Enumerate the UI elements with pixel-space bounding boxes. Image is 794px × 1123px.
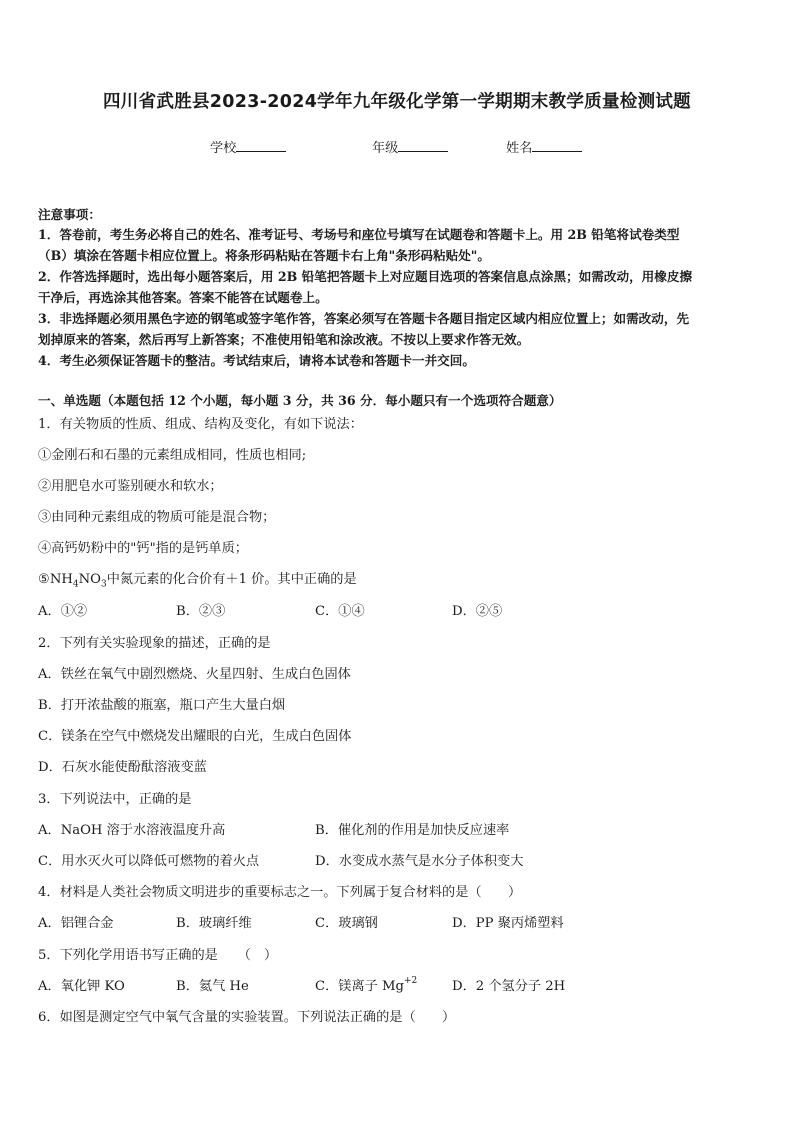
option-c[interactable]: C．①④: [315, 604, 365, 619]
notice-line: 1．答卷前，考生务必将自己的姓名、准考证号、考场号和座位号填写在试题卷和答题卡上。用 2B 铅笔将试卷类型: [38, 227, 680, 242]
option-d[interactable]: D．PP 聚丙烯塑料: [452, 916, 564, 931]
statement-item: ①金刚石和石墨的元素组成相同，性质也相同;: [38, 448, 307, 463]
option-b[interactable]: B．催化剂的作用是加快反应速率: [315, 823, 510, 838]
option-d[interactable]: D．②⑤: [452, 604, 503, 619]
option-d[interactable]: D．水变成水蒸气是水分子体积变大: [315, 854, 524, 869]
notice-line: 干净后，再选涂其他答案。答案不能答在试题卷上。: [38, 290, 328, 305]
question-stem: 1．有关物质的性质、组成、结构及变化，有如下说法：: [38, 417, 363, 432]
statement-item: ②用肥皂水可鉴别硬水和软水；: [38, 479, 223, 494]
notice-heading: 注意事项：: [38, 207, 101, 222]
question-stem: 4．材料是人类社会物质文明进步的重要标志之一。下列属于复合材料的是（ ）: [38, 885, 522, 900]
option-c[interactable]: C．镁离子 $Mg^{+2}$: [315, 975, 418, 994]
option-b[interactable]: B．②③: [176, 604, 226, 619]
school-field[interactable]: [210, 140, 286, 158]
option-b[interactable]: B．玻璃纤维: [176, 916, 252, 931]
section-heading: 一、单选题（本题包括 12 个小题，每小题 3 分，共 36 分．每小题只有一个选项符合题意）: [38, 393, 562, 408]
option-d[interactable]: D．石灰水能使酚酞溶液变蓝: [38, 760, 207, 775]
name-field[interactable]: [506, 140, 582, 158]
notice-line: 2．作答选择题时，选出每小题答案后，用 2B 铅笔把答题卡上对应题目选项的答案信息点涂黑；如需改动，用橡皮擦: [38, 269, 693, 284]
option-c[interactable]: C．用水灭火可以降低可燃物的着火点: [38, 854, 260, 869]
option-c[interactable]: C．镁条在空气中燃烧发出耀眼的白光，生成白色固体: [38, 729, 352, 744]
question-stem: 5．下列化学用语书写正确的是 （ ）: [38, 948, 278, 963]
charge-superscript: +2: [403, 975, 418, 986]
name-blank[interactable]: [532, 151, 582, 152]
statement-item: $⑤NH_4NO_3$中氮元素的化合价有＋1 价。其中正确的是: [38, 572, 357, 590]
option-a[interactable]: A．氧化钾 KO: [38, 979, 125, 994]
grade-label: 年级: [372, 141, 399, 156]
statement-item: ④高钙奶粉中的"钙"指的是钙单质；: [38, 541, 248, 556]
option-d[interactable]: D．2 个氢分子 2H: [452, 979, 566, 994]
option-a[interactable]: A．铝锂合金: [38, 916, 114, 931]
notice-line: 3．非选择题必须用黑色字迹的钢笔或签字笔作答，答案必须写在答题卡各题目指定区域内相应位置上；如需改动，先: [38, 311, 690, 326]
name-label: 姓名: [506, 141, 533, 156]
page-title: 四川省武胜县2023-2024学年九年级化学第一学期期末教学质量检测试题: [103, 92, 691, 112]
question-stem: 3．下列说法中，正确的是: [38, 792, 192, 807]
school-blank[interactable]: [236, 151, 286, 152]
notice-line: 4．考生必须保证答题卡的整洁。考试结束后，请将本试卷和答题卡一并交回。: [38, 353, 475, 368]
notice-line: （B）填涂在答题卡相应位置上。将条形码粘贴在答题卡右上角"条形码粘贴处"。: [38, 248, 490, 263]
option-a[interactable]: A．NaOH 溶于水溶液温度升高: [38, 823, 226, 838]
statement-item: ③由同种元素组成的物质可能是混合物；: [38, 510, 276, 525]
option-a[interactable]: A．①②: [38, 604, 88, 619]
option-b[interactable]: B．打开浓盐酸的瓶塞，瓶口产生大量白烟: [38, 698, 286, 713]
school-label: 学校: [210, 141, 237, 156]
option-a[interactable]: A．铁丝在氧气中剧烈燃烧、火星四射、生成白色固体: [38, 667, 351, 682]
question-stem: 2．下列有关实验现象的描述，正确的是: [38, 636, 271, 651]
question-stem: 6．如图是测定空气中氧气含量的实验装置。下列说法正确的是（ ）: [38, 1010, 456, 1025]
grade-field[interactable]: [372, 140, 448, 158]
option-c[interactable]: C．玻璃钢: [315, 916, 378, 931]
option-b[interactable]: B．氦气 He: [176, 979, 249, 994]
grade-blank[interactable]: [398, 151, 448, 152]
notice-line: 划掉原来的答案，然后再写上新答案；不准使用铅笔和涂改液。不按以上要求作答无效。: [38, 332, 530, 347]
